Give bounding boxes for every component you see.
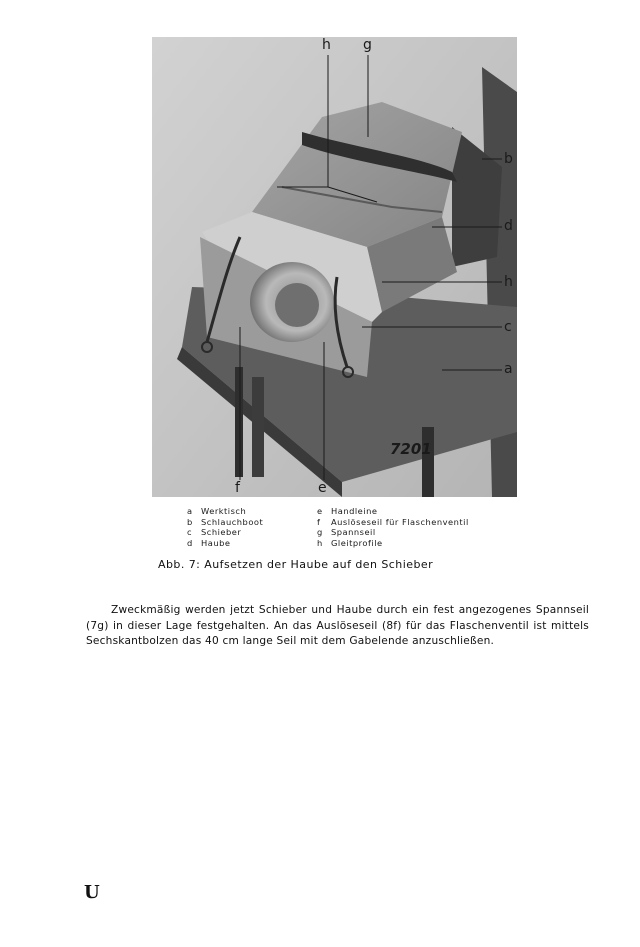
legend-left <box>187 506 263 548</box>
legend-item: h Gleitprofile <box>317 537 383 548</box>
legend-item: g Spannseil <box>317 527 376 538</box>
callout-h-top: h <box>322 37 331 53</box>
legend-right <box>317 506 469 548</box>
legend-item: c Schieber <box>187 527 242 538</box>
legend-item: d Haube <box>187 537 231 548</box>
legend-item: b Schlauchboot <box>187 516 264 527</box>
callout-g: g <box>363 37 372 53</box>
legend-item: e Handleine <box>317 506 378 516</box>
plate-number: 7201 <box>390 440 432 458</box>
callout-f: f <box>235 480 240 496</box>
body-paragraph: Zweckmäßig werden jetzt Schieber und Haube durch ein fest angezogenes Spannseil (7g) in dieser Lage festgehalten. An das Auslöseseil (8f) für das Flaschenventil ist mittels Sechskantbolzen das 40 cm lange Seil mit dem Gabelende anzuschließen. <box>86 604 589 648</box>
legend-item: a Werktisch <box>187 506 247 516</box>
photo-illustration <box>152 37 517 497</box>
callout-c: c <box>504 319 512 335</box>
legend-item: f Auslöseseil für Flaschenventil <box>317 516 469 527</box>
page-mark: U <box>84 882 100 903</box>
callout-a: a <box>504 361 513 377</box>
callout-e: e <box>318 480 327 496</box>
figure-photo <box>152 37 517 497</box>
callout-b: b <box>504 151 513 167</box>
table-leg <box>235 367 243 477</box>
figure-caption: Abb. 7: Aufsetzen der Haube auf den Schieber <box>158 558 434 571</box>
callout-d: d <box>504 218 513 234</box>
callout-h-right: h <box>504 274 513 290</box>
